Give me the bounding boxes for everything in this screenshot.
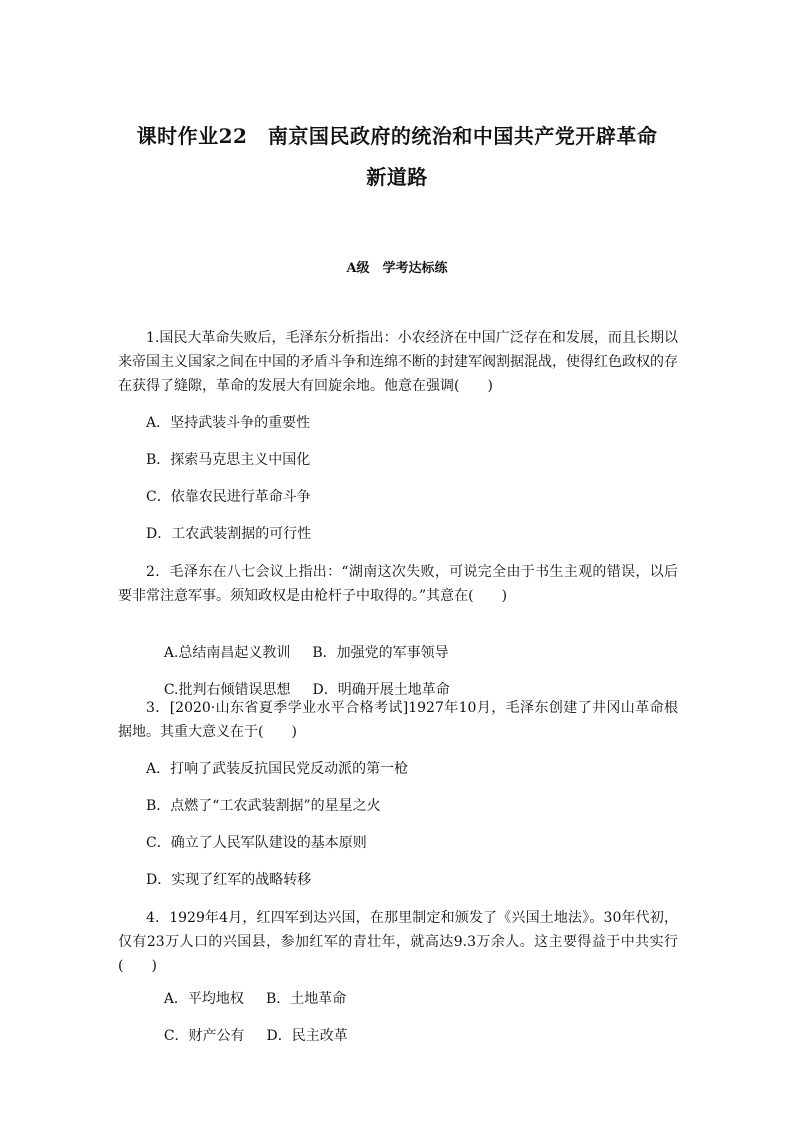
question-4-stem: 4．1929年4月，红四军到达兴国，在那里制定和颁发了《兴国土地法》。30年代初，仅有23万人口的兴国县，参加红军的青壮年，就高达9.3万余人。这主要得益于中共实行( ) <box>118 910 678 974</box>
question-2-stem: 2．毛泽东在八七会议上指出：“湖南这次失败，可说完全由于书生主观的错误，以后要非常注意军事。须知政权是由枪杆子中取得的。”其意在( ) <box>118 564 678 604</box>
question-1-option-c: C．依靠农民进行革命斗争 <box>146 489 311 505</box>
question-3-option-c: C．确立了人民军队建设的基本原则 <box>146 835 367 851</box>
question-3-option-a: A．打响了武装反抗国民党反动派的第一枪 <box>146 761 409 777</box>
question-3-option-d: D．实现了红军的战略转移 <box>146 872 312 888</box>
question-4-option-d: D．民主改革 <box>266 1028 348 1044</box>
question-4-option-a: A．平均地权 <box>163 991 244 1007</box>
document-title-line1: 课时作业22 南京国民政府的统治和中国共产党开辟革命 <box>136 124 658 148</box>
question-3-option-b: B．点燃了“工农武装割据”的星星之火 <box>146 798 381 814</box>
question-1-option-b: B．探索马克思主义中国化 <box>146 452 311 468</box>
question-4-option-c: C．财产公有 <box>163 1028 245 1044</box>
question-2-option-c: C.批判右倾错误思想 <box>163 682 291 698</box>
question-2-option-b: B．加强党的军事领导 <box>312 645 449 661</box>
section-heading: A级 学考达标练 <box>346 261 448 276</box>
question-2-option-d: D．明确开展土地革命 <box>312 682 450 698</box>
question-2-option-a: A.总结南昌起义教训 <box>163 645 291 661</box>
question-4-options-row2 <box>146 1006 348 1066</box>
question-4-option-b: B．土地革命 <box>265 991 347 1007</box>
question-1-stem: 1.国民大革命失败后，毛泽东分析指出：小农经济在中国广泛存在和发展，而且长期以来帝国主义国家之间在中国的矛盾斗争和连绵不断的封建军阀割据混战，使得红色政权的存在获得了缝隙，革命的发展大有回旋余地。他意在强调( ) <box>118 330 678 394</box>
question-1-option-a: A．坚持武装斗争的重要性 <box>146 415 311 431</box>
document-title-line2: 新道路 <box>366 165 428 189</box>
question-3-stem: 3．[2020·山东省夏季学业水平合格考试]1927年10月，毛泽东创建了井冈山革命根据地。其重大意义在于( ) <box>118 700 678 740</box>
question-1-option-d: D．工农武装割据的可行性 <box>146 526 312 542</box>
